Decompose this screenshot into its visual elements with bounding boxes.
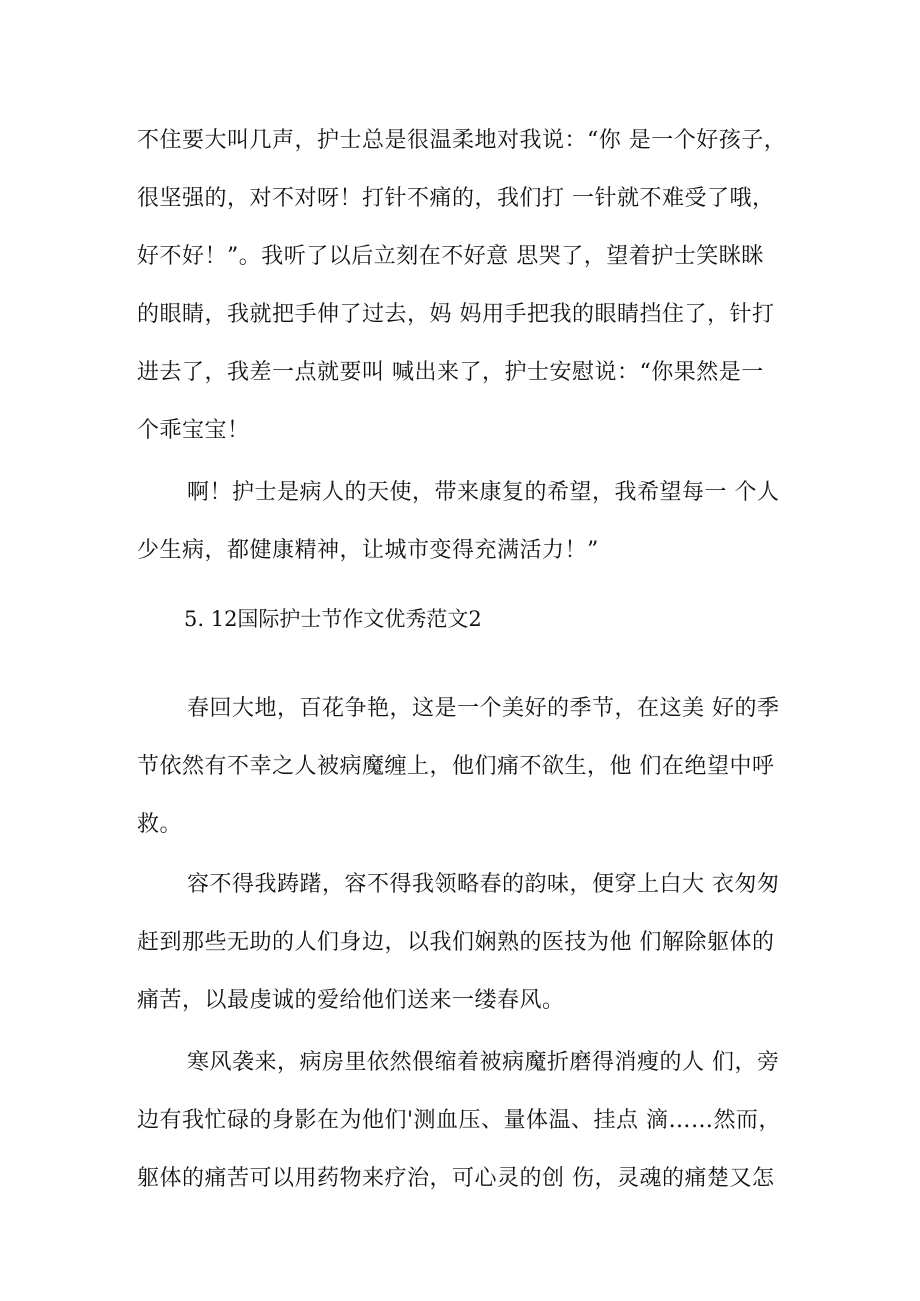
text-line: 痛苦，以最虔诚的爱给他们送来一缕春风。 — [137, 988, 565, 1013]
text-line: 边有我忙碌的身影在为他们'测血压、量体温、挂点 滴……然而， — [137, 1108, 782, 1133]
text-line: 节依然有不幸之人被病魔缠上，他们痛不欲生，他 们在绝望中呼 — [137, 754, 775, 779]
text-line: 不住要大叫几声，护士总是很温柔地对我说：“你 是一个好孩子， — [137, 128, 787, 153]
text-line: 个乖宝宝！ — [137, 418, 250, 443]
text-line: 啊！护士是病人的天使，带来康复的希望，我希望每一 个人 — [187, 480, 780, 505]
text-line: 少生病，都健康精神，让城市变得充满活力！” — [137, 538, 599, 563]
text-line: 赶到那些无助的人们身边，以我们娴熟的医技为他 们解除躯体的 — [137, 930, 775, 955]
text-line: 救。 — [137, 812, 183, 837]
text-line: 春回大地，百花争艳，这是一个美好的季节，在这美 好的季 — [187, 696, 780, 721]
section-heading: 5. 12国际护士节作文优秀范文2 — [184, 607, 482, 631]
text-line: 躯体的痛苦可以用药物来疗治，可心灵的创 伤，灵魂的痛楚又怎 — [137, 1166, 775, 1191]
text-line: 进去了，我差一点就要叫 喊出来了，护士安慰说：“你果然是一 — [137, 360, 764, 385]
text-line: 好不好！”。我听了以后立刻在不好意 思哭了，望着护士笑眯眯 — [137, 244, 764, 269]
text-line: 容不得我踌躇，容不得我领略春的韵味，便穿上白大 衣匆匆 — [187, 872, 780, 897]
text-line: 很坚强的，对不对呀！打针不痛的，我们打 一针就不难受了哦， — [137, 186, 775, 211]
text-line: 寒风袭来，病房里依然偎缩着被病魔折磨得消瘦的人 们，旁 — [187, 1050, 780, 1075]
text-line: 的眼睛，我就把手伸了过去，妈 妈用手把我的眼睛挡住了，针打 — [137, 302, 775, 327]
